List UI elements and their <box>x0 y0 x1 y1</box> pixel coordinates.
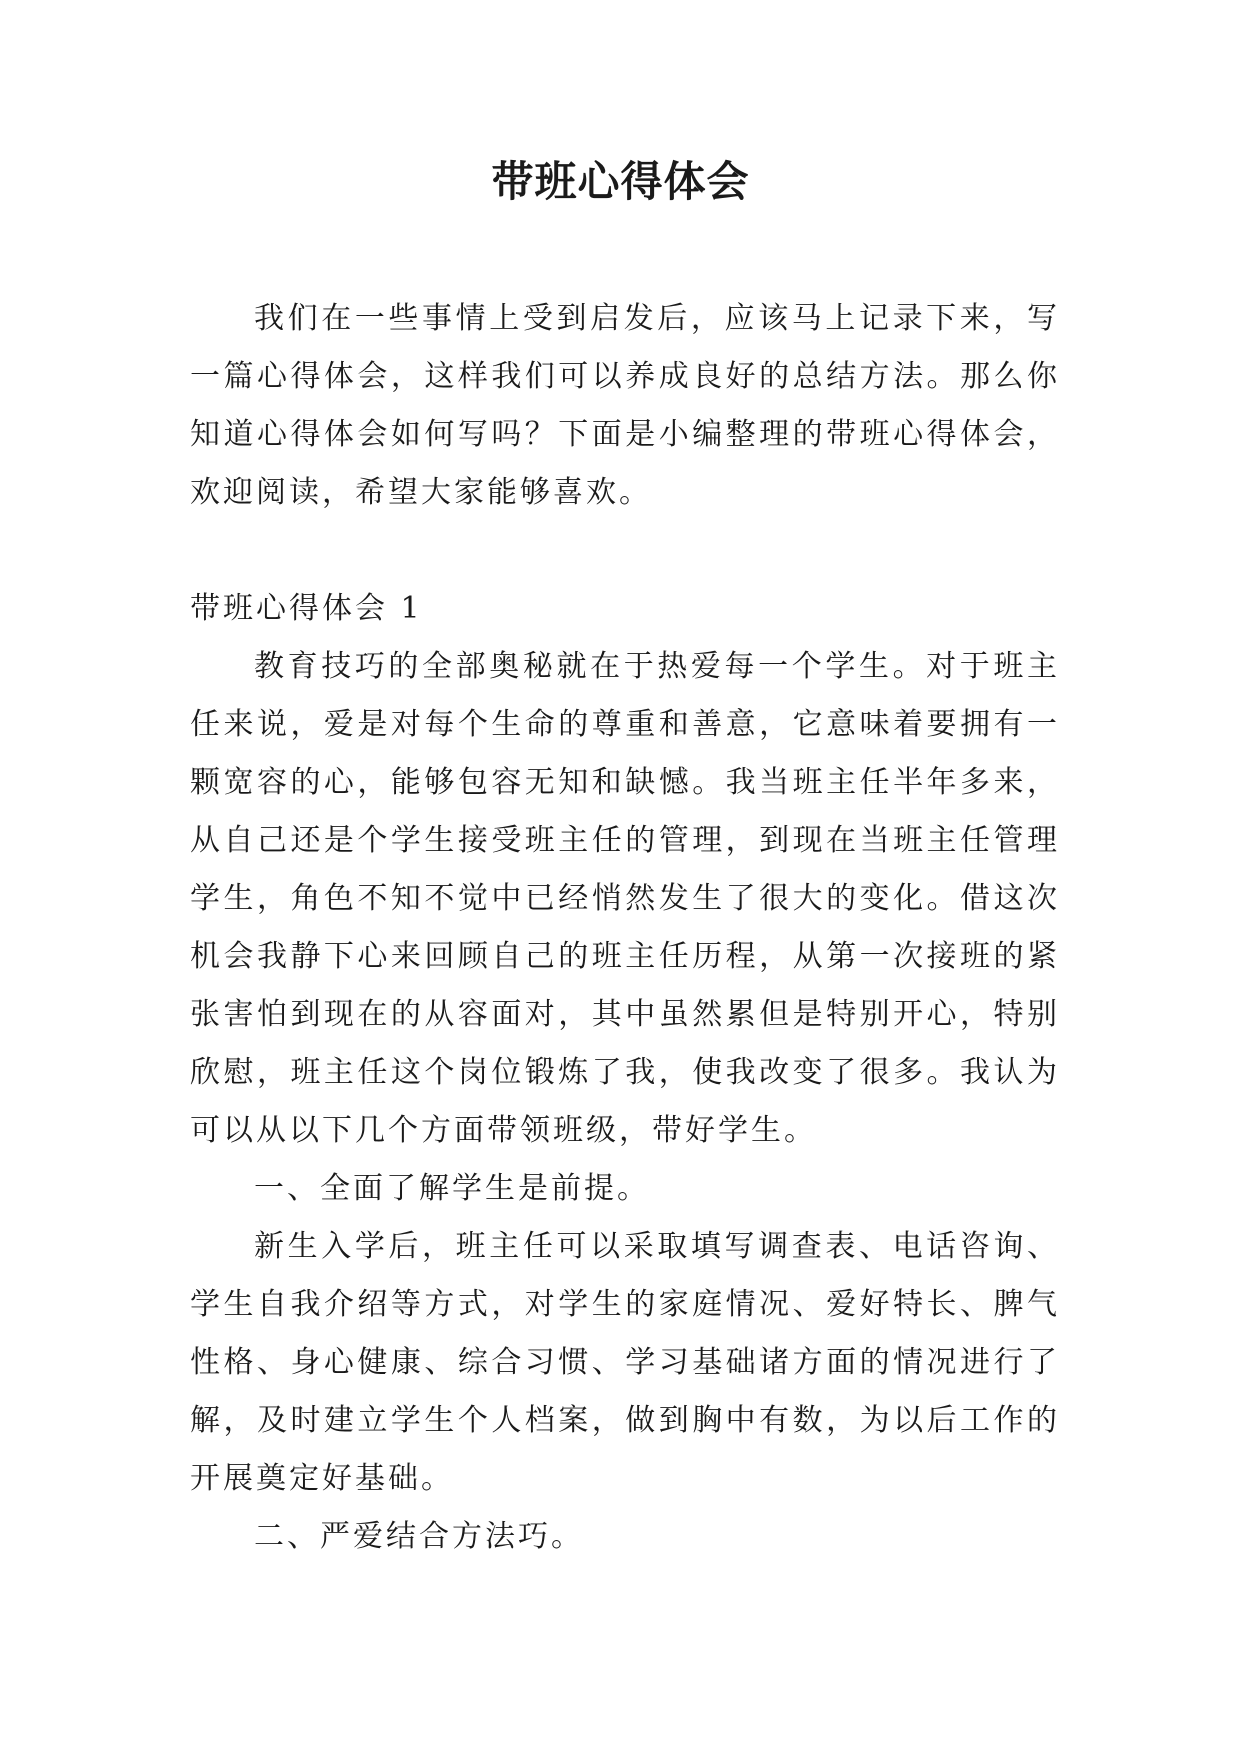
intro-paragraph: 我们在一些事情上受到启发后，应该马上记录下来，写一篇心得体会，这样我们可以养成良好的总结方法。那么你知道心得体会如何写吗？下面是小编整理的带班心得体会，欢迎阅读，希望大家能够喜欢。 <box>190 301 1060 510</box>
point-heading: 一、全面了解学生是前提。 <box>254 1171 650 1206</box>
point-heading: 二、严爱结合方法巧。 <box>254 1519 584 1554</box>
document-body <box>190 290 1060 1566</box>
body-paragraph: 教育技巧的全部奥秘就在于热爱每一个学生。对于班主任来说，爱是对每个生命的尊重和善意，它意味着要拥有一颗宽容的心，能够包容无知和缺憾。我当班主任半年多来，从自己还是个学生接受班主任的管理，到现在当班主任管理学生，角色不知不觉中已经悄然发生了很大的变化。借这次机会我静下心来回顾自己的班主任历程，从第一次接班的紧张害怕到现在的从容面对，其中虽然累但是特别开心，特别欣慰，班主任这个岗位锻炼了我，使我改变了很多。我认为可以从以下几个方面带领班级，带好学生。 <box>190 649 1060 1148</box>
document-title: 带班心得体会 <box>491 157 750 206</box>
section-heading: 带班心得体会 1 <box>190 591 423 626</box>
body-paragraph: 新生入学后，班主任可以采取填写调查表、电话咨询、学生自我介绍等方式，对学生的家庭情况、爱好特长、脾气性格、身心健康、综合习惯、学习基础诸方面的情况进行了解，及时建立学生个人档案，做到胸中有数，为以后工作的开展奠定好基础。 <box>190 1229 1060 1496</box>
